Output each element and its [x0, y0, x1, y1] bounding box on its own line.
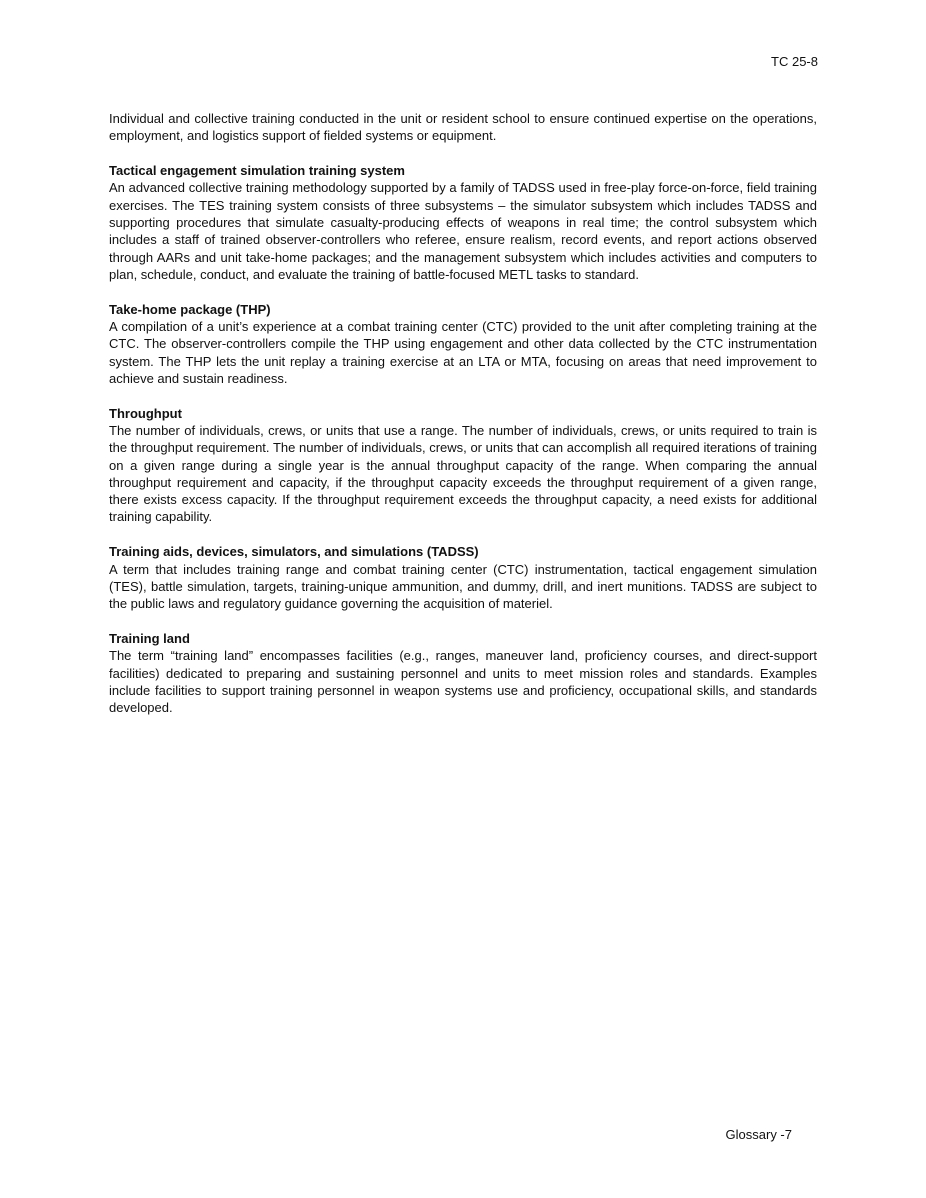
- page-number: Glossary -7: [725, 1127, 792, 1142]
- glossary-definition: A term that includes training range and combat training center (CTC) instrumentation, tactical engagement simulation (TES), battle simulation, targets, training-unique ammunition, and dummy, drill, and inert munitions. TADSS are subject to the public laws and regulatory guidance governing the acquisition of materiel.: [109, 561, 817, 612]
- glossary-term: Training land: [109, 630, 190, 646]
- glossary-definition: An advanced collective training methodology supported by a family of TADSS used in free-play force-on-force, field training exercises. The TES training system consists of three subsystems – the simulator subsystem which includes TADSS and supporting procedures that simulate casualty-producing effects of weapons in real time; the control subsystem which includes a staff of trained observer-controllers who referee, ensure realism, record events, and report actions observed through AARs and unit take-home packages; and the management subsystem which includes activities and computers to plan, schedule, conduct, and evaluate the training of battle-focused METL tasks to standard.: [109, 180, 817, 282]
- glossary-term: Training aids, devices, simulators, and simulations (TADSS): [109, 544, 479, 560]
- intro-paragraph: Individual and collective training conducted in the unit or resident school to ensure continued expertise on the operations, employment, and logistics support of fielded systems or equipment.: [109, 111, 817, 144]
- glossary-body: [109, 110, 817, 716]
- glossary-entry-take-home-package: [109, 301, 817, 387]
- glossary-term: Tactical engagement simulation training system: [109, 163, 405, 179]
- glossary-definition: The term “training land” encompasses facilities (e.g., ranges, maneuver land, proficiency courses, and direct-support facilities) dedicated to preparing and sustaining personnel and units to meet mission roles and standards. Examples include facilities to support training personnel in weapon systems use and proficiency, occupational skills, and standards developed.: [109, 648, 817, 716]
- glossary-term: Throughput: [109, 405, 182, 421]
- glossary-entry-tadss: [109, 543, 817, 612]
- glossary-entry-training-land: [109, 630, 817, 716]
- glossary-definition: The number of individuals, crews, or units that use a range. The number of individuals, crews, or units required to train is the throughput requirement. The number of individuals, crews, or units that can accomplish all required iterations of training on a given range during a single year is the annual throughput capacity of the range. When comparing the annual throughput requirement and capacity, if the throughput capacity exceeds the throughput requirement of a given range, there exists excess capacity. If the throughput requirement exceeds the throughput capacity, a need exists for additional training capability.: [109, 422, 817, 525]
- glossary-entry-tes-training-system: [109, 162, 817, 283]
- glossary-entry-throughput: [109, 405, 817, 526]
- glossary-term: Take-home package (THP): [109, 301, 271, 317]
- document-id: TC 25-8: [771, 54, 818, 69]
- glossary-definition: A compilation of a unit’s experience at a combat training center (CTC) provided to the unit after completing training at the CTC. The observer-controllers compile the THP using engagement and other data collected by the CTC instrumentation system. The THP lets the unit replay a training exercise at an LTA or MTA, focusing on areas that need improvement to achieve and sustain readiness.: [109, 318, 817, 386]
